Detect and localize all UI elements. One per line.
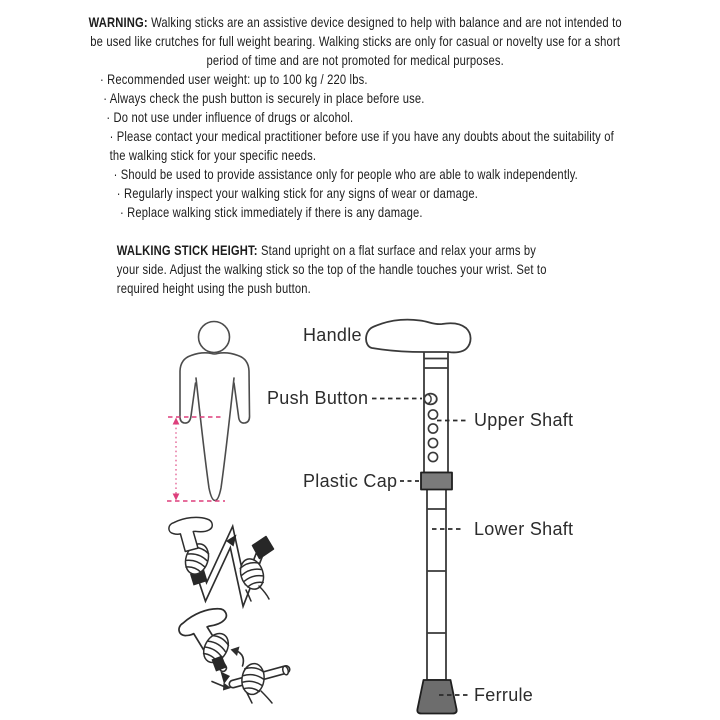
height-guide-text: Stand upright on a flat surface and relax your arms by your side. Adjust the walking stick so the top of the handle touches your wrist. Set to required height using the push button.	[116, 242, 547, 296]
holding-wrist-line	[261, 691, 272, 703]
adjustment-hole	[428, 452, 437, 461]
folded-handle	[168, 516, 215, 553]
stick-handle	[366, 320, 471, 353]
person-head	[199, 322, 230, 353]
warning-intro-text: Walking sticks are an assistive device designed to help with balance and are not intended to be used like crutches for full weight bearing. Walking sticks are only for casual or novelty use for a short period of time and are not promoted for medical purposes.	[90, 14, 622, 68]
walking-stick-diagram	[366, 320, 471, 714]
measure-arrow-up-icon	[173, 418, 180, 425]
person-torso-legs	[196, 378, 234, 501]
warning-bullet: · Should be used to provide assistance only for people who are able to walk independently.	[113, 166, 578, 182]
measure-arrow-down-icon	[173, 494, 180, 501]
connector-tip	[221, 672, 231, 685]
right-wrist-line	[259, 586, 269, 599]
adjustment-hole	[428, 424, 437, 433]
adjustment-hole	[428, 410, 437, 419]
rotate-arrow-head-icon	[231, 647, 240, 657]
height-guide-heading: WALKING STICK HEIGHT:	[116, 242, 258, 258]
warning-bullet: · Replace walking stick immediately if there is any damage.	[120, 204, 423, 220]
label-plastic-cap: Plastic Cap	[303, 471, 398, 491]
warning-heading: WARNING:	[88, 14, 148, 30]
adjustment-hole	[428, 438, 437, 447]
warning-bullet: · Always check the push button is securely in place before use.	[103, 90, 425, 106]
warning-bullet: · Regularly inspect your walking stick for any signs of wear or damage.	[116, 185, 479, 201]
lower-shaft	[427, 489, 446, 680]
label-lower-shaft: Lower Shaft	[474, 519, 574, 539]
label-upper-shaft: Upper Shaft	[474, 410, 574, 430]
warning-bullet: · Do not use under influence of drugs or alcohol.	[106, 109, 354, 125]
plastic-cap	[421, 473, 452, 490]
person-arms-shoulders	[180, 353, 250, 423]
push-arrow	[212, 682, 224, 687]
ferrule	[417, 680, 456, 714]
height-measurement	[167, 417, 225, 501]
assembly-illustration	[176, 604, 290, 703]
label-handle: Handle	[303, 325, 362, 345]
person-figure	[180, 322, 250, 501]
warning-bullet: · Recommended user weight: up to 100 kg / 220 lbs.	[100, 71, 368, 87]
label-push-button: Push Button	[267, 388, 369, 408]
folded-stick-illustration	[168, 516, 274, 601]
holding-hand	[240, 662, 266, 696]
label-ferrule: Ferrule	[474, 685, 534, 705]
label-connectors	[372, 399, 469, 696]
warning-bullet: · Please contact your medical practitioner before use if you have any doubts about the suitability of the walking stick for your specific needs.	[109, 128, 614, 163]
